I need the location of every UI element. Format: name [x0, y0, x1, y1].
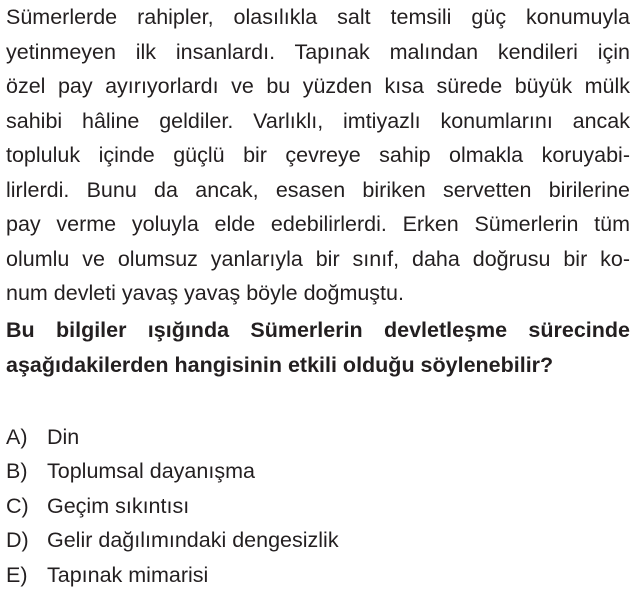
answer-options [6, 420, 630, 593]
passage-line: lirlerdi. Bunu da ancak, esasen biriken servetten birilerine [6, 177, 630, 202]
option-c[interactable] [6, 489, 630, 524]
option-letter: B) [6, 459, 28, 484]
question-stem [6, 313, 630, 382]
question-line: Bu bilgiler ışığında Sümerlerin devletleşme sürecinde [6, 318, 630, 342]
option-text: Geçim sıkıntısı [47, 493, 190, 518]
option-text: Tapınak mimarisi [47, 562, 209, 587]
option-e[interactable] [6, 558, 630, 593]
passage-line: olumlu ve olumsuz yanlarıyla bir sınıf, daha doğrusu bir ko- [6, 246, 630, 271]
option-letter: A) [6, 424, 28, 449]
option-text: Din [47, 424, 80, 449]
passage-line: sahibi hâline geldiler. Varlıklı, imtiyazlı konumlarını ancak [6, 108, 630, 133]
question-line: aşağıdakilerden hangisinin etkili olduğu söylenebilir? [6, 352, 554, 377]
option-letter: E) [6, 562, 28, 587]
passage-line: pay verme yoluyla elde edebilirlerdi. Erken Sümerlerin tüm [6, 212, 630, 236]
option-letter: D) [6, 528, 29, 553]
passage-line: num devleti yavaş yavaş böyle doğmuştu. [6, 281, 404, 305]
option-b[interactable] [6, 455, 630, 490]
option-d[interactable] [6, 524, 630, 559]
option-text: Gelir dağılımındaki dengesizlik [47, 528, 339, 553]
passage-line: özel pay ayırıyorlardı ve bu yüzden kısa sürede büyük mülk [6, 74, 630, 98]
option-letter: C) [6, 493, 29, 518]
option-text: Toplumsal dayanışma [47, 459, 255, 484]
passage-line: Sümerlerde rahipler, olasılıkla salt temsili güç konumuyla [6, 5, 630, 29]
passage-text [6, 0, 630, 311]
passage-line: topluluk içinde güçlü bir çevreye sahip olmakla koruyabi- [6, 143, 630, 167]
option-a[interactable] [6, 420, 630, 455]
passage-line: yetinmeyen ilk insanlardı. Tapınak malından kendileri için [6, 39, 630, 64]
